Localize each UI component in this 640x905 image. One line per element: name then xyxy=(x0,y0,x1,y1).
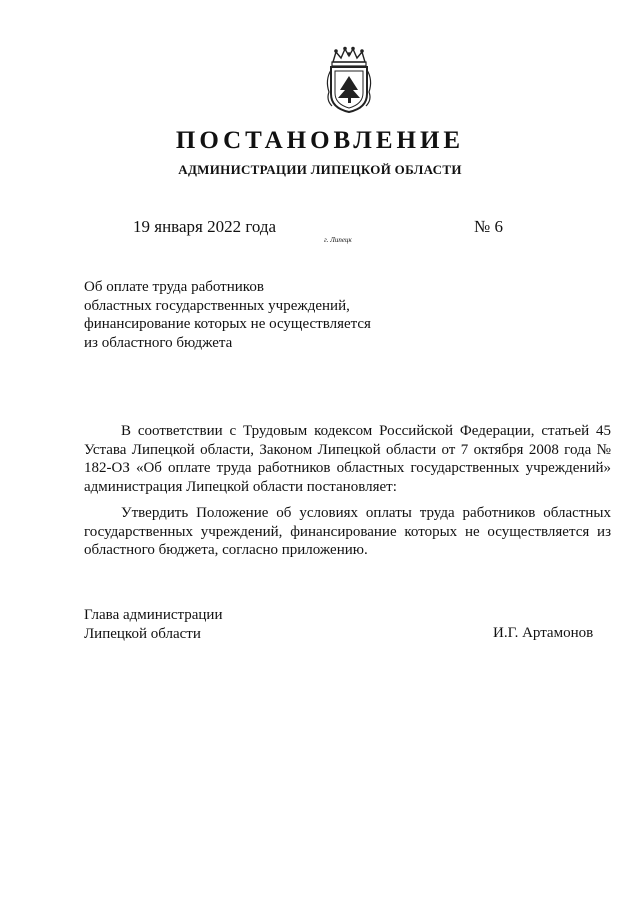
subject-line: Об оплате труда работников xyxy=(84,279,264,295)
subject-line: из областного бюджета xyxy=(84,334,233,351)
document-number: № 6 xyxy=(474,217,503,236)
document-subject xyxy=(84,278,371,352)
signatory-position-line: Липецкой области xyxy=(84,625,201,642)
signatory-position-line: Глава администрации xyxy=(84,607,223,623)
signatory-name: И.Г. Артамонов xyxy=(493,625,594,641)
subject-line: финансирование которых не осуществляется xyxy=(84,316,371,332)
subject-line: областных государственных учреждений, xyxy=(84,297,350,314)
signatory-position xyxy=(84,606,222,643)
document-date: 19 января 2022 года xyxy=(133,217,277,236)
document-title: ПОСТАНОВЛЕНИЕ xyxy=(175,127,465,154)
document-city: г. Липецк xyxy=(324,236,352,244)
resolution-paragraph: Утвердить Положение об условиях оплаты труда работников областных государственных учреждений, финансирование которых не осуществляется из областного бюджета, согласно приложению. xyxy=(84,505,611,558)
coat-of-arms-icon xyxy=(323,46,375,114)
document-body xyxy=(84,422,611,568)
preamble-paragraph: В соответствии с Трудовым кодексом Российской Федерации, статьей 45 Устава Липецкой области, Законом Липецкой области от 7 октября 2008 года № 182-ОЗ «Об оплате труда работников областных государственных учреждений» администрация Липецкой области постановляет: xyxy=(84,423,611,495)
issuing-authority: АДМИНИСТРАЦИИ ЛИПЕЦКОЙ ОБЛАСТИ xyxy=(178,162,462,177)
